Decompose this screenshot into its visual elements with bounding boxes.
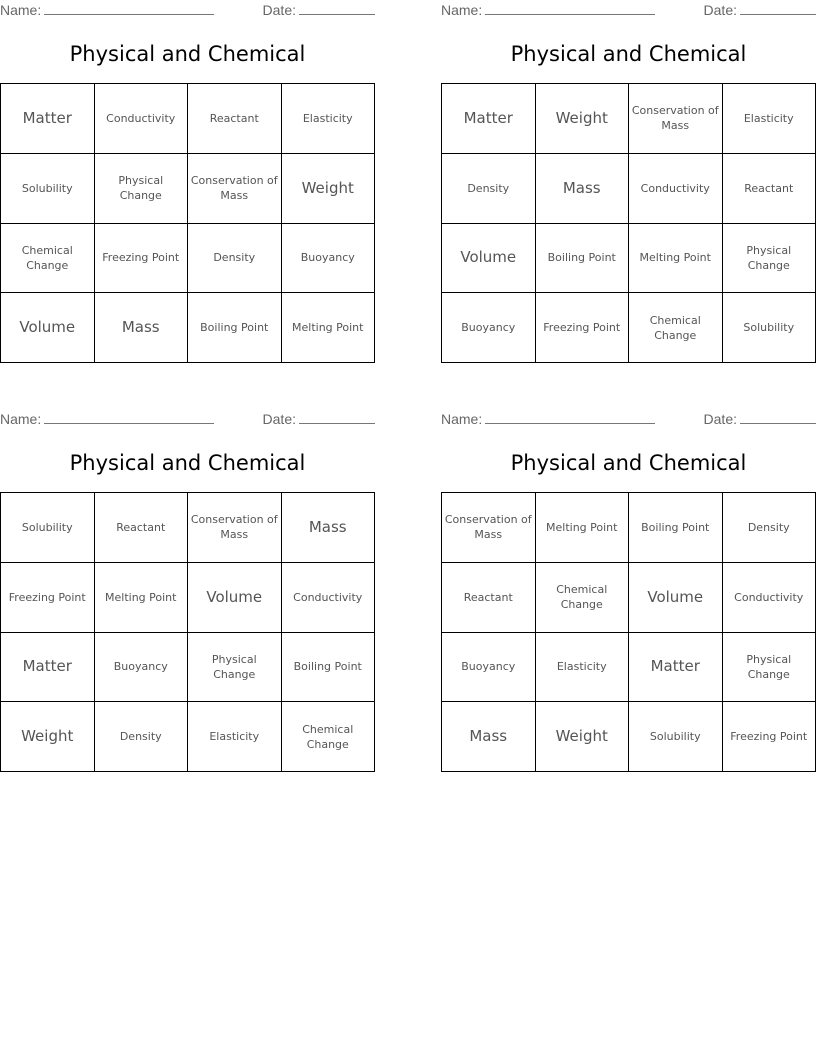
name-label: Name: (441, 411, 483, 427)
date-blank-line[interactable] (740, 2, 816, 15)
bingo-cell: Conservation of Mass (188, 493, 282, 563)
bingo-cell: Volume (629, 563, 723, 633)
card-header (0, 409, 375, 431)
bingo-card-3 (0, 409, 375, 774)
bingo-cell: Physical Change (723, 224, 816, 294)
bingo-cell: Mass (282, 493, 376, 563)
bingo-grid (0, 83, 375, 363)
bingo-cell: Mass (95, 293, 189, 363)
bingo-cell: Buoyancy (282, 224, 376, 294)
date-label: Date: (703, 411, 737, 427)
bingo-cell: Matter (1, 633, 95, 703)
bingo-cell: Buoyancy (442, 293, 536, 363)
bingo-cell: Elasticity (282, 84, 376, 154)
bingo-cell: Reactant (188, 84, 282, 154)
name-blank-line[interactable] (485, 2, 655, 15)
bingo-cell: Buoyancy (95, 633, 189, 703)
bingo-cell: Boiling Point (629, 493, 723, 563)
name-field[interactable] (441, 411, 655, 427)
card-title: Physical and Chemical (69, 42, 306, 66)
bingo-cell: Boiling Point (282, 633, 376, 703)
date-label: Date: (262, 2, 296, 18)
bingo-cell: Conservation of Mass (188, 154, 282, 224)
bingo-cell: Freezing Point (95, 224, 189, 294)
bingo-cell: Freezing Point (1, 563, 95, 633)
name-field[interactable] (0, 411, 214, 427)
date-blank-line[interactable] (299, 411, 375, 424)
card-title: Physical and Chemical (510, 451, 747, 475)
bingo-cell: Mass (536, 154, 630, 224)
name-field[interactable] (441, 2, 655, 18)
bingo-cell: Density (188, 224, 282, 294)
bingo-grid (441, 492, 816, 772)
bingo-cell: Weight (1, 702, 95, 772)
bingo-cell: Boiling Point (188, 293, 282, 363)
name-blank-line[interactable] (44, 411, 214, 424)
bingo-cell: Mass (442, 702, 536, 772)
bingo-cell: Reactant (95, 493, 189, 563)
bingo-grid (441, 83, 816, 363)
bingo-cell: Solubility (629, 702, 723, 772)
bingo-grid (0, 492, 375, 772)
name-label: Name: (0, 411, 42, 427)
bingo-cell: Melting Point (95, 563, 189, 633)
bingo-cell: Density (442, 154, 536, 224)
bingo-cell: Melting Point (629, 224, 723, 294)
bingo-cell: Conservation of Mass (442, 493, 536, 563)
bingo-cell: Freezing Point (723, 702, 816, 772)
bingo-cell: Weight (536, 702, 630, 772)
bingo-cell: Chemical Change (1, 224, 95, 294)
date-field[interactable] (704, 411, 816, 427)
bingo-cell: Physical Change (95, 154, 189, 224)
bingo-cell: Chemical Change (536, 563, 630, 633)
date-field[interactable] (704, 2, 816, 18)
bingo-cell: Conservation of Mass (629, 84, 723, 154)
bingo-cell: Boiling Point (536, 224, 630, 294)
card-title: Physical and Chemical (69, 451, 306, 475)
name-blank-line[interactable] (485, 411, 655, 424)
bingo-cell: Reactant (723, 154, 816, 224)
bingo-cell: Chemical Change (629, 293, 723, 363)
bingo-card-4 (441, 409, 816, 774)
bingo-cell: Matter (1, 84, 95, 154)
bingo-cell: Melting Point (282, 293, 376, 363)
bingo-cell: Matter (629, 633, 723, 703)
name-field[interactable] (0, 2, 214, 18)
bingo-card-1 (0, 0, 375, 365)
date-blank-line[interactable] (740, 411, 816, 424)
bingo-cell: Matter (442, 84, 536, 154)
bingo-cell: Physical Change (188, 633, 282, 703)
bingo-cell: Elasticity (188, 702, 282, 772)
bingo-cell: Conductivity (95, 84, 189, 154)
bingo-cell: Elasticity (723, 84, 816, 154)
bingo-card-2 (441, 0, 816, 365)
date-field[interactable] (263, 411, 375, 427)
bingo-cell: Density (95, 702, 189, 772)
bingo-cell: Physical Change (723, 633, 816, 703)
bingo-cell: Conductivity (629, 154, 723, 224)
bingo-cell: Buoyancy (442, 633, 536, 703)
bingo-cell: Volume (188, 563, 282, 633)
bingo-cell: Volume (442, 224, 536, 294)
date-blank-line[interactable] (299, 2, 375, 15)
bingo-cell: Solubility (1, 154, 95, 224)
bingo-cell: Chemical Change (282, 702, 376, 772)
bingo-cell: Weight (282, 154, 376, 224)
date-field[interactable] (263, 2, 375, 18)
bingo-cell: Melting Point (536, 493, 630, 563)
bingo-cell: Solubility (723, 293, 816, 363)
bingo-cell: Elasticity (536, 633, 630, 703)
name-label: Name: (0, 2, 42, 18)
bingo-cell: Reactant (442, 563, 536, 633)
name-blank-line[interactable] (44, 2, 214, 15)
bingo-cell: Density (723, 493, 816, 563)
bingo-cell: Weight (536, 84, 630, 154)
card-header (441, 0, 816, 22)
name-label: Name: (441, 2, 483, 18)
card-header (441, 409, 816, 431)
card-header (0, 0, 375, 22)
bingo-cell: Freezing Point (536, 293, 630, 363)
card-title: Physical and Chemical (510, 42, 747, 66)
date-label: Date: (703, 2, 737, 18)
bingo-cell: Conductivity (282, 563, 376, 633)
bingo-cell: Conductivity (723, 563, 816, 633)
bingo-cell: Solubility (1, 493, 95, 563)
bingo-cell: Volume (1, 293, 95, 363)
date-label: Date: (262, 411, 296, 427)
